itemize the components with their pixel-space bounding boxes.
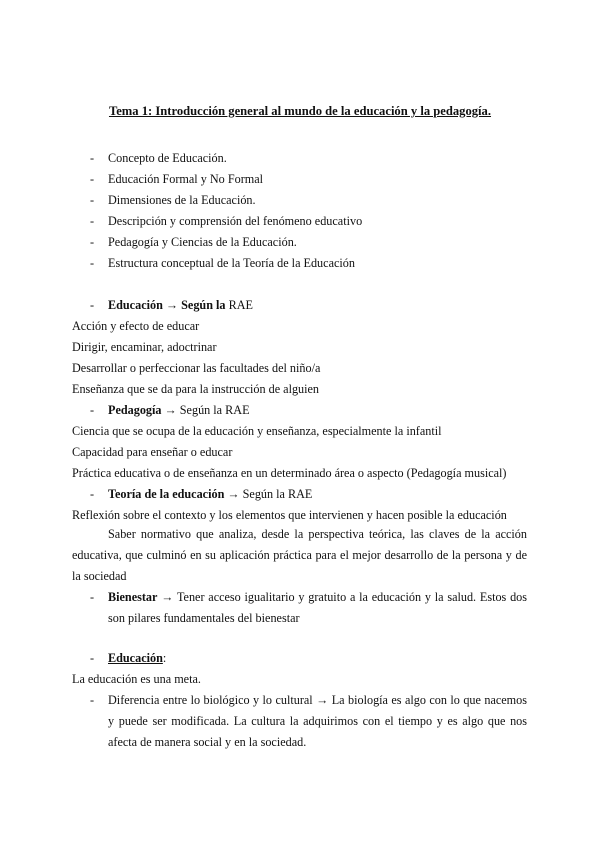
- section-heading-pedagogia: - Pedagogía → Según la RAE: [90, 403, 250, 417]
- page-title: Tema 1: Introducción general al mundo de la educación y la pedagogía.: [108, 104, 492, 118]
- list-item: - Concepto de Educación.: [90, 151, 227, 165]
- list-item-diferencia: - Diferencia entre lo biológico y lo cultural → La biología es algo con lo que nacemos y puede ser modificada. La cultura la adquirimos con el tiempo y es algo que nos afecta de manera social y en la sociedad.: [90, 693, 527, 749]
- definition-line: Capacidad para enseñar o educar: [72, 445, 233, 459]
- section-heading-educacion-meta: - Educación:: [90, 651, 167, 665]
- list-item: - Descripción y comprensión del fenómeno educativo: [90, 214, 363, 228]
- list-item: - Pedagogía y Ciencias de la Educación.: [90, 235, 297, 249]
- definition-line: Acción y efecto de educar: [72, 319, 200, 333]
- definition-line: Dirigir, encaminar, adoctrinar: [72, 340, 217, 354]
- list-item: - Educación Formal y No Formal: [90, 172, 264, 186]
- definition-line: Ciencia que se ocupa de la educación y enseñanza, especialmente la infantil: [72, 424, 442, 438]
- section-heading-teoria: - Teoría de la educación → Según la RAE: [90, 487, 313, 501]
- definition-line: Desarrollar o perfeccionar las facultades del niño/a: [72, 361, 321, 375]
- list-item: - Estructura conceptual de la Teoría de la Educación: [90, 256, 355, 270]
- list-item: - Dimensiones de la Educación.: [90, 193, 256, 207]
- definition-line: Práctica educativa o de enseñanza en un determinado área o aspecto (Pedagogía musical): [72, 466, 507, 480]
- definition-line: Reflexión sobre el contexto y los elementos que intervienen y hacen posible la educación: [72, 508, 507, 522]
- section-bienestar: - Bienestar → Tener acceso igualitario y gratuito a la educación y la salud. Estos dos son pilares fundamentales del bienestar: [90, 590, 527, 625]
- section-heading-educacion: - Educación → Según la RAE: [90, 298, 253, 312]
- definition-paragraph: Saber normativo que analiza, desde la perspectiva teórica, las claves de la acción educativa, que culminó en su aplicación práctica para el mejor desarrollo de la persona y de la sociedad: [72, 527, 527, 583]
- definition-line: Enseñanza que se da para la instrucción de alguien: [72, 382, 320, 396]
- definition-line: La educación es una meta.: [72, 672, 201, 686]
